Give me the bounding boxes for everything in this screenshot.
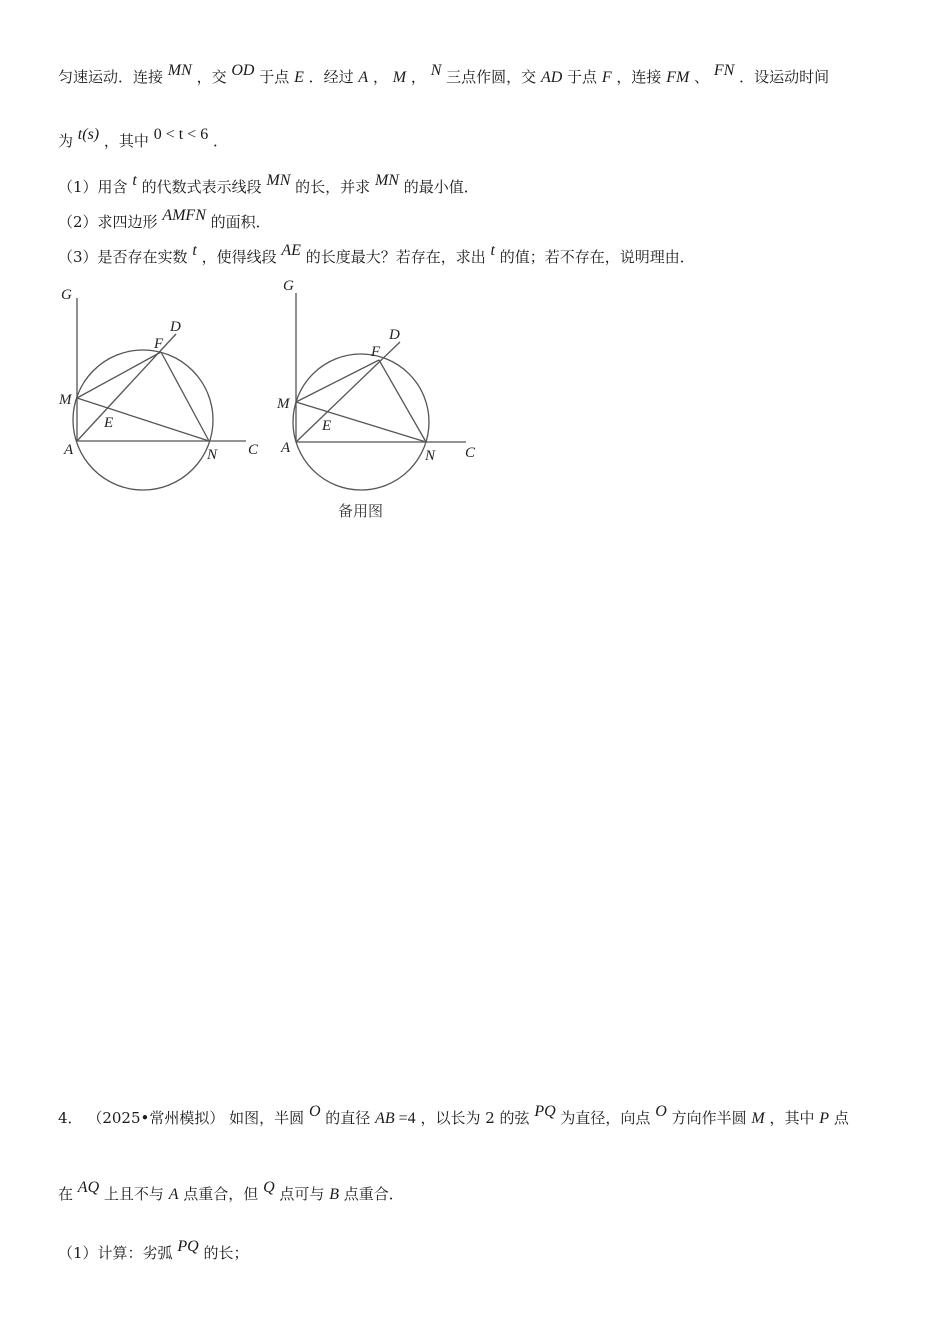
q4-part1 xyxy=(58,1238,249,1263)
question-number: 4． xyxy=(58,1109,83,1127)
figure-main xyxy=(73,298,246,490)
text: 上且不与 xyxy=(103,1185,164,1203)
math-AMFN: AMFN xyxy=(162,207,206,224)
label-G: G xyxy=(283,278,294,294)
text: 在 xyxy=(58,1185,74,1203)
math-O: O xyxy=(655,1103,667,1120)
text: ，其中 xyxy=(769,1109,815,1127)
text: （2）求四边形 xyxy=(58,213,158,231)
math-M: M xyxy=(751,1110,765,1127)
text: ．经过 xyxy=(308,68,354,86)
math-AD: AD xyxy=(540,69,563,86)
text: ．设运动时间 xyxy=(739,68,830,86)
label-N: N xyxy=(425,448,436,464)
text: 为直径，向点 xyxy=(560,1109,651,1127)
label-G: G xyxy=(61,287,72,303)
label-N: N xyxy=(207,447,218,463)
q4-line1 xyxy=(58,1103,849,1128)
math-AE: AE xyxy=(281,242,301,259)
math-t-s: t(s) xyxy=(77,126,100,143)
label-E: E xyxy=(322,418,332,434)
math-PQ: PQ xyxy=(534,1103,556,1120)
text: 于点 xyxy=(259,68,290,86)
text: 点 xyxy=(833,1109,849,1127)
text: 的长度最大？若存在，求出 xyxy=(305,248,486,266)
math-range: 0 < t < 6 xyxy=(153,126,209,143)
text: 三点作圆，交 xyxy=(446,68,537,86)
text: ，使得线段 xyxy=(201,248,277,266)
label-C: C xyxy=(465,445,476,461)
math-MN: MN xyxy=(167,62,192,79)
math-AB: AB xyxy=(375,1110,395,1127)
math-Q: Q xyxy=(263,1179,275,1196)
text: ， xyxy=(372,68,388,86)
figure-caption: 备用图 xyxy=(338,502,384,520)
text: 的值；若不存在，说明理由． xyxy=(499,248,695,266)
math-t: t xyxy=(490,242,495,259)
math-PQ: PQ xyxy=(177,1238,199,1255)
math-E: E xyxy=(294,69,304,86)
label-C: C xyxy=(248,442,259,458)
text: ，以长为 2 的弦 xyxy=(420,1109,530,1127)
text: 点重合． xyxy=(343,1185,404,1203)
label-D: D xyxy=(389,327,400,343)
figure-main-labels xyxy=(58,287,259,463)
math-t: t xyxy=(192,242,197,259)
text: ， xyxy=(410,68,426,86)
segment-FM xyxy=(296,360,379,402)
figure-backup xyxy=(293,293,466,490)
math-A: A xyxy=(358,69,369,86)
text: 的直径 xyxy=(325,1109,371,1127)
text: （1）用含 xyxy=(58,178,128,196)
math-eq: =4 xyxy=(394,1110,416,1127)
label-F: F xyxy=(154,336,164,352)
math-AQ: AQ xyxy=(77,1179,100,1196)
text: 的长，并求 xyxy=(295,178,371,196)
math-M: M xyxy=(392,69,407,86)
math-A: A xyxy=(168,1186,179,1203)
text: 如图，半圆 xyxy=(229,1109,305,1127)
text: 、 xyxy=(694,68,710,86)
text: 的长； xyxy=(203,1244,249,1262)
math-F: F xyxy=(601,69,612,86)
label-M: M xyxy=(59,392,72,408)
text: 的面积． xyxy=(210,213,271,231)
text: （3）是否存在实数 xyxy=(58,248,188,266)
label-M: M xyxy=(277,396,290,412)
math-FM: FM xyxy=(666,69,690,86)
text: ，交 xyxy=(196,68,227,86)
math-N: N xyxy=(430,62,442,79)
label-F: F xyxy=(371,344,381,360)
text: 点可与 xyxy=(279,1185,325,1203)
text: ． xyxy=(212,132,228,150)
text: 于点 xyxy=(567,68,598,86)
math-OD: OD xyxy=(231,62,255,79)
q4-line2 xyxy=(58,1179,404,1204)
text: 为 xyxy=(58,132,74,150)
label-A: A xyxy=(64,442,74,458)
math-P: P xyxy=(819,1110,830,1127)
math-t: t xyxy=(132,172,137,189)
text: ，连接 xyxy=(616,68,662,86)
text: 匀速运动．连接 xyxy=(58,68,164,86)
text: 的最小值． xyxy=(403,178,479,196)
label-A: A xyxy=(281,440,291,456)
text: 方向作半圆 xyxy=(671,1109,747,1127)
figure-backup-labels xyxy=(276,278,476,464)
math-MN: MN xyxy=(374,172,399,189)
label-E: E xyxy=(104,415,114,431)
label-D: D xyxy=(170,319,181,335)
text: 点重合，但 xyxy=(183,1185,259,1203)
question-source: （2025•常州模拟） xyxy=(87,1109,225,1127)
math-FN: FN xyxy=(713,62,735,79)
ray-AD xyxy=(296,342,400,442)
math-B: B xyxy=(329,1186,339,1203)
text: ，其中 xyxy=(103,132,149,150)
geometry-figures xyxy=(0,0,950,520)
text: 的代数式表示线段 xyxy=(141,178,262,196)
math-MN: MN xyxy=(266,172,291,189)
math-O: O xyxy=(308,1103,321,1120)
text: （1）计算：劣弧 xyxy=(58,1244,173,1262)
